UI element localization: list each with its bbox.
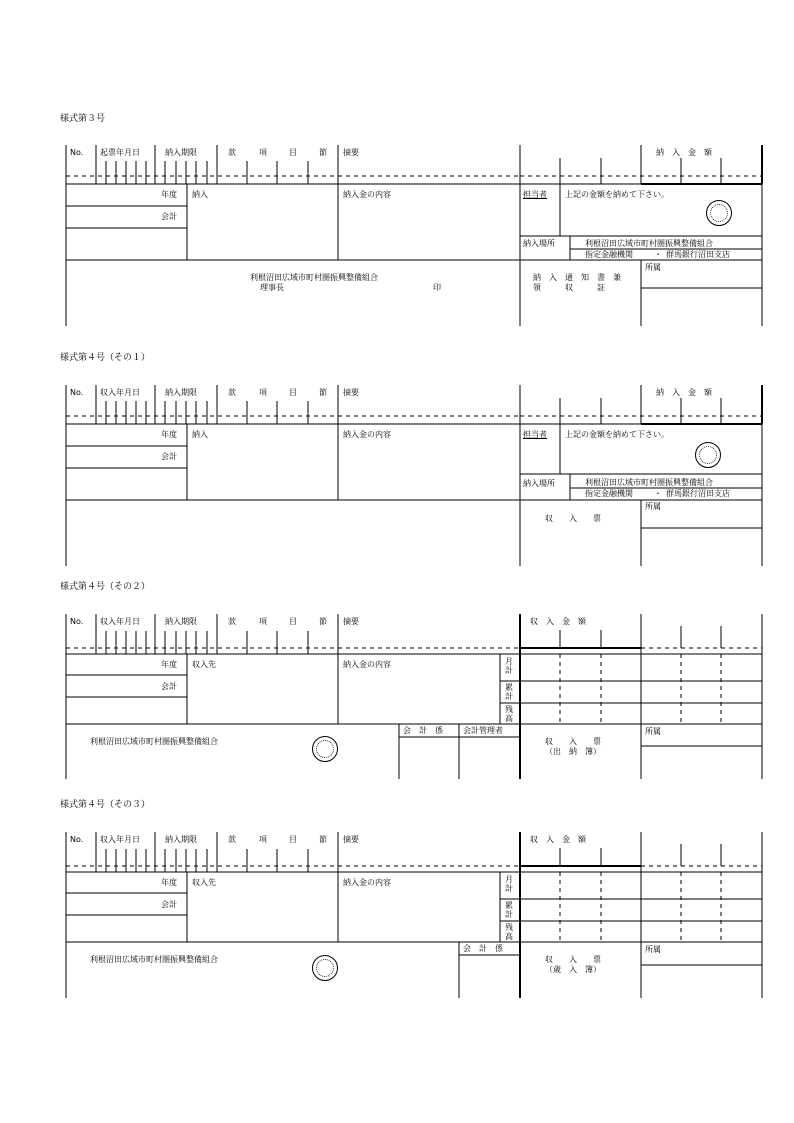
form1-tekiyo-label: 摘要 <box>343 148 359 157</box>
form1-payer-label: 納入 <box>192 190 208 199</box>
form2-tekiyo-label: 摘要 <box>343 388 359 397</box>
form2-setsu-label: 節 <box>319 388 327 397</box>
form2-kaikei-label: 会計 <box>161 452 177 461</box>
form3-deadline-label: 納入期限 <box>165 617 197 626</box>
form2-no-label: No. <box>70 388 84 397</box>
form3-seal-stamp <box>312 736 338 762</box>
form2-kou-label: 項 <box>259 388 267 397</box>
form4-payer-label: 収入先 <box>192 878 216 887</box>
form3-kakari-label: 会 計 係 <box>403 726 443 735</box>
form2-kan-label: 款 <box>228 388 236 397</box>
form3-lines <box>66 614 762 779</box>
form3-tekiyo-label: 摘要 <box>343 617 359 626</box>
form3-moku-label: 目 <box>289 617 297 626</box>
form1-seal-stamp <box>706 200 732 226</box>
form4-tekiyo-label: 摘要 <box>343 835 359 844</box>
form3-kan-label: 款 <box>228 617 236 626</box>
form3-row-monthly: 月計 <box>505 657 513 675</box>
form1-content-label: 納入金の内容 <box>343 190 391 199</box>
form3-doc-line2: （出 納 簿） <box>545 747 601 756</box>
form3-kaikei-label: 会計 <box>161 682 177 691</box>
form1-no-label: No. <box>70 148 84 157</box>
form4-no-label: No. <box>70 835 84 844</box>
form3-amount-label: 収 入 金 額 <box>530 617 586 626</box>
form1-nendo-label: 年度 <box>161 190 177 199</box>
form2-content-label: 納入金の内容 <box>343 430 391 439</box>
form1-doc-line1: 納 入 通 知 書 兼 <box>533 273 621 282</box>
form4-kakari-label: 会 計 係 <box>463 944 503 953</box>
form1-deadline-label: 納入期限 <box>165 148 197 157</box>
form4-date-label: 収入年月日 <box>100 835 140 844</box>
form4-kan-label: 款 <box>228 835 236 844</box>
form2-date-label: 収入年月日 <box>100 388 140 397</box>
form1-kumiai-name: 利根沼田広域市町村圏振興整備組合 <box>585 239 713 248</box>
form3-doc-line1: 収 入 票 <box>545 737 601 746</box>
form2-payer-label: 納入 <box>192 430 208 439</box>
form2-kumiai-name: 利根沼田広域市町村圏振興整備組合 <box>585 478 713 487</box>
form1-setsu-label: 節 <box>319 148 327 157</box>
form4-shozoku-label: 所属 <box>645 945 661 954</box>
form1-shozoku-label: 所属 <box>645 263 661 272</box>
form1-lines <box>66 145 762 326</box>
form3-payer-label: 収入先 <box>192 660 216 669</box>
form1-amount-label: 納 入 金 額 <box>656 148 712 157</box>
form2-shozoku-label: 所属 <box>645 502 661 511</box>
form2-moku-label: 目 <box>289 388 297 397</box>
form4-row-balance: 残高 <box>505 923 513 941</box>
form1-moku-label: 目 <box>289 148 297 157</box>
form2-tanto-label: 担当者 <box>523 430 547 439</box>
form4-amount-label: 収 入 金 額 <box>530 835 586 844</box>
form3-nendo-label: 年度 <box>161 660 177 669</box>
form4-content-label: 納入金の内容 <box>343 878 391 887</box>
form2-seal-stamp <box>695 442 721 468</box>
form2-bank-sep: ・ <box>654 489 662 498</box>
form4-doc-line2: （歳 入 簿） <box>545 965 601 974</box>
form2-nendo-label: 年度 <box>161 430 177 439</box>
form4-kou-label: 項 <box>259 835 267 844</box>
form2-message: 上記の金額を納めて下さい。 <box>565 430 669 439</box>
form2-basho-label: 納入場所 <box>523 479 555 488</box>
form1-kaikei-label: 会計 <box>161 212 177 221</box>
form1-date-label: 起票年月日 <box>100 148 140 157</box>
form4-kaikei-label: 会計 <box>161 900 177 909</box>
form1-kan-label: 款 <box>228 148 236 157</box>
form4-doc-line1: 収 入 票 <box>545 955 601 964</box>
form2-bank-name: 群馬銀行沼田支店 <box>666 489 730 498</box>
form3-no-label: No. <box>70 617 84 626</box>
form4-deadline-label: 納入期限 <box>165 835 197 844</box>
form3-row-balance: 残高 <box>505 705 513 723</box>
form1-bank-name: 群馬銀行沼田支店 <box>666 250 730 259</box>
form1-tanto-label: 担当者 <box>523 190 547 199</box>
form4-nendo-label: 年度 <box>161 878 177 887</box>
form4-row-monthly: 月計 <box>505 875 513 893</box>
form2-deadline-label: 納入期限 <box>165 388 197 397</box>
form4-seal-stamp <box>312 955 338 981</box>
form3-row-cumulative: 累計 <box>505 683 513 701</box>
form4-setsu-label: 節 <box>319 835 327 844</box>
form1-title: 様式第３号 <box>60 114 106 124</box>
form3-title: 様式第４号（その２） <box>60 582 151 592</box>
form1-kou-label: 項 <box>259 148 267 157</box>
form2-doc-line1: 収 入 票 <box>545 514 601 523</box>
form1-bank-sep: ・ <box>654 250 662 259</box>
form1-in-mark: 印 <box>433 283 441 292</box>
form3-content-label: 納入金の内容 <box>343 660 391 669</box>
form1-issuer: 利根沼田広域市町村圏振興整備組合 <box>250 273 378 282</box>
form1-bank-label: 指定金融機関 <box>585 250 633 259</box>
form2-bank-label: 指定金融機関 <box>585 489 633 498</box>
form2-lines <box>66 385 762 566</box>
form1-doc-line2: 領 収 証 <box>533 283 605 292</box>
form4-lines <box>66 832 762 998</box>
form2-amount-label: 納 入 金 額 <box>656 388 712 397</box>
form2-title: 様式第４号（その１） <box>60 353 151 363</box>
form1-basho-label: 納入場所 <box>523 239 555 248</box>
form3-issuer: 利根沼田広域市町村圏振興整備組合 <box>90 737 218 746</box>
form4-row-cumulative: 累計 <box>505 901 513 919</box>
form3-setsu-label: 節 <box>319 617 327 626</box>
form4-issuer: 利根沼田広域市町村圏振興整備組合 <box>90 955 218 964</box>
form3-shozoku-label: 所属 <box>645 727 661 736</box>
form3-date-label: 収入年月日 <box>100 617 140 626</box>
form4-title: 様式第４号（その３） <box>60 800 151 810</box>
form3-kanrisha-label: 会計管理者 <box>463 726 503 735</box>
form1-message: 上記の金額を納めて下さい。 <box>565 190 669 199</box>
form4-moku-label: 目 <box>289 835 297 844</box>
form1-rijicho: 理事長 <box>260 283 284 292</box>
form3-kou-label: 項 <box>259 617 267 626</box>
